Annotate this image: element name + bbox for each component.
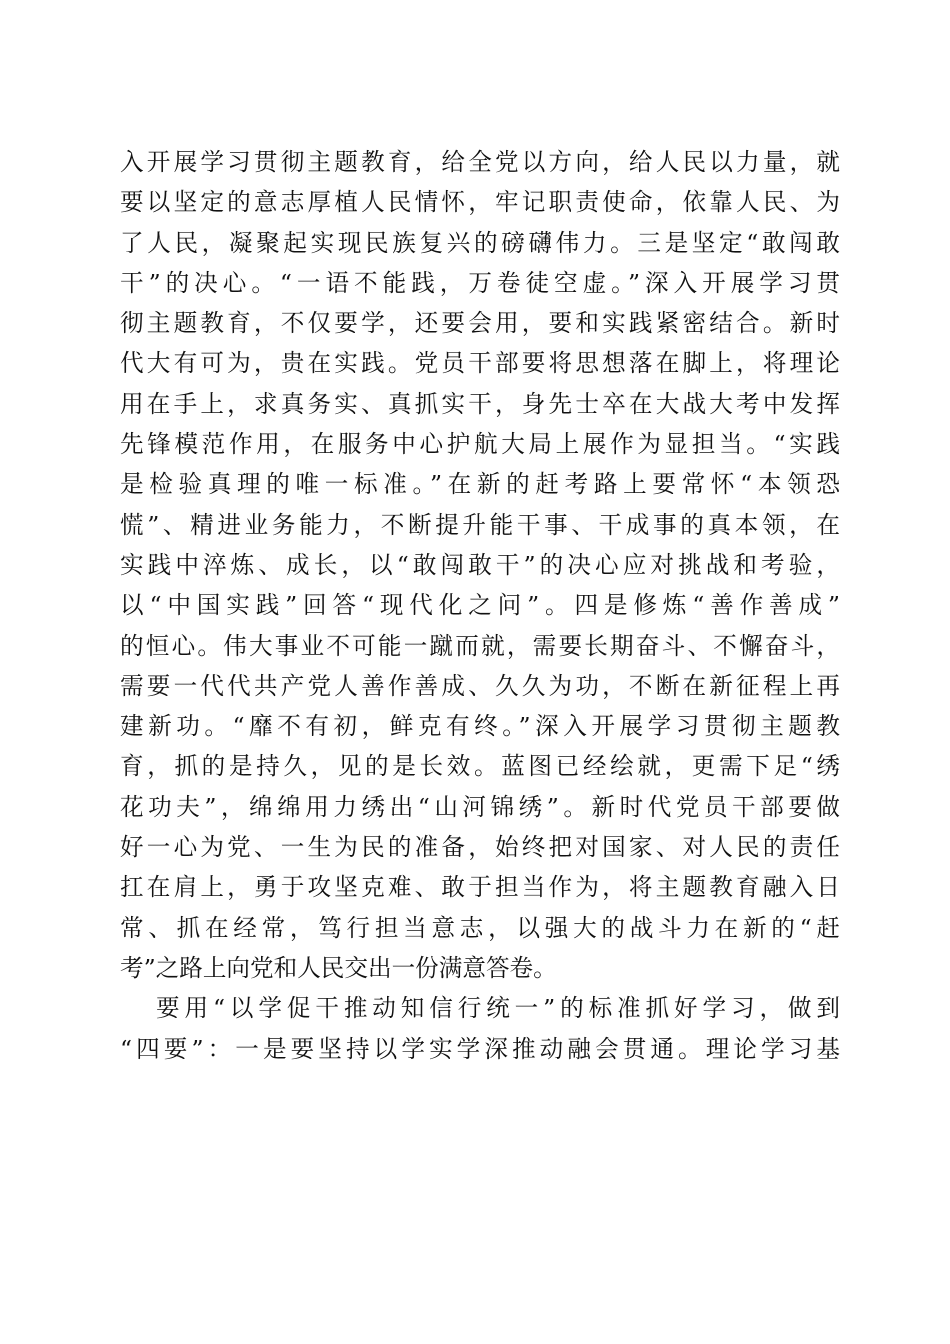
text-line: 代大有可为，贵在实践。党员干部要将思想落在脚上，将理论 [120,349,840,378]
text-line: 好一心为党、一生为民的准备，始终把对国家、对人民的责任 [120,833,840,862]
text-line: 干”的决心。“一语不能践，万卷徒空虚。”深入开展学习贯 [120,268,840,297]
text-line: 常、抓在经常，笃行担当意志，以强大的战斗力在新的“赶 [120,913,840,942]
text-line: 先锋模范作用，在服务中心护航大局上展作为显担当。“实践 [120,430,840,459]
text-line: 慌”、精进业务能力，不断提升能干事、干成事的真本领，在 [120,510,840,539]
text-line: 要用“以学促干推动知信行统一”的标准抓好学习，做到 [156,994,840,1023]
text-line: 育，抓的是持久，见的是长效。蓝图已经绘就，更需下足“绣 [120,752,840,781]
paragraph-2 [120,988,840,1069]
text-line: 要以坚定的意志厚植人民情怀，牢记职责使命，依靠人民、为 [120,188,840,217]
text-line: 入开展学习贯彻主题教育，给全党以方向，给人民以力量，就 [120,148,840,176]
paragraph-1 [120,142,840,988]
text-line: 彻主题教育，不仅要学，还要会用，要和实践紧密结合。新时 [120,309,840,338]
text-line: 是检验真理的唯一标准。”在新的赶考路上要常怀“本领恐 [120,470,840,499]
text-line: 花功夫”，绵绵用力绣出“山河锦绣”。新时代党员干部要做 [120,792,840,821]
text-line: “四要”：一是要坚持以学实学深推动融会贯通。理论学习基 [120,1034,840,1063]
text-line: 建新功。“靡不有初，鲜克有终。”深入开展学习贯彻主题教 [120,712,840,741]
text-line: 扛在肩上，勇于攻坚克难、敢于担当作为，将主题教育融入日 [120,873,840,902]
text-line: 以“中国实践”回答“现代化之问”。四是修炼“善作善成” [120,591,840,620]
text-line: 实践中淬炼、成长，以“敢闯敢干”的决心应对挑战和考验， [120,550,840,579]
text-line: 用在手上，求真务实、真抓实干，身先士卒在大战大考中发挥 [120,389,840,418]
text-line: 了人民，凝聚起实现民族复兴的磅礴伟力。三是坚定“敢闯敢 [120,228,840,257]
text-line: 需要一代代共产党人善作善成、久久为功，不断在新征程上再 [120,671,840,700]
text-line: 的恒心。伟大事业不可能一蹴而就，需要长期奋斗、不懈奋斗， [120,631,840,660]
body-text [120,142,840,1069]
text-line: 考”之路上向党和人民交出一份满意答卷。 [120,953,557,982]
